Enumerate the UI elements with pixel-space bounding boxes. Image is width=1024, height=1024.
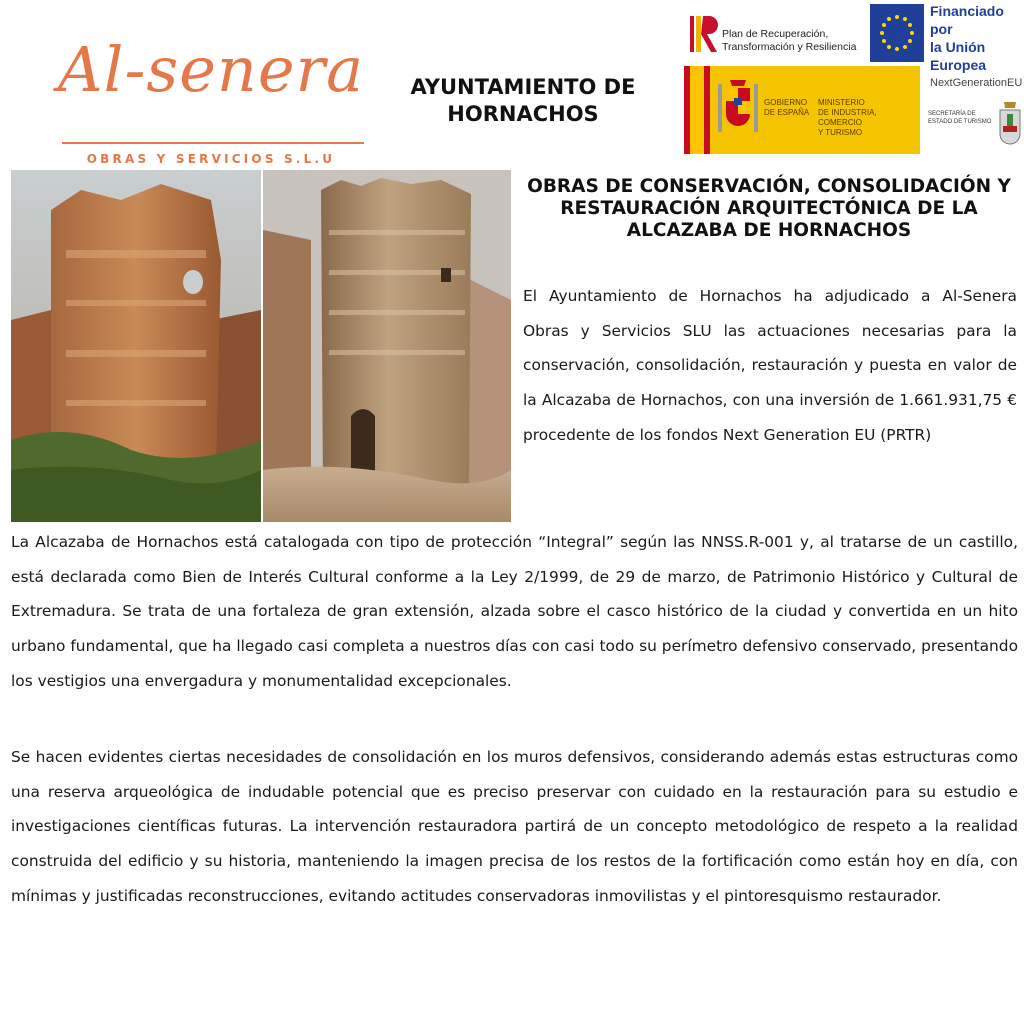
- paragraph-protection: La Alcazaba de Hornachos está catalogada con tipo de protección “Integral” según las NNSS.R-001 y, al tratarse de un castillo, está declarada como Bien de Interés Cultural conforme a la Ley 2/1999, de 29 de marzo, de Patrimonio Histórico y Cultural de Extremadura. Se trata de una fortaleza de gran extensión, alzada sobre el casco histórico de la ciudad y convertida en un hito urbano fundamental, que ha llegado casi completa a nuestros días con casi todo su perímetro defensivo conservado, presentando los vestigios una envergadura y monumentalidad excepcionales.: [11, 533, 1018, 690]
- paragraph-intro: El Ayuntamiento de Hornachos ha adjudicado a Al-Senera Obras y Servicios SLU las actuaciones necesarias para la conservación, consolidación, restauración y puesta en valor de la Alcazaba de Hornachos, con una inversión de 1.661.931,75 € procedente de los fondos Next Generation EU (PRTR): [523, 287, 1017, 444]
- spain-flag-icon: [684, 66, 710, 154]
- gob-line-2: DE ESPAÑA: [764, 108, 810, 117]
- ministry-line-1: MINISTERIO: [818, 98, 865, 107]
- gob-line-1: GOBIERNO: [764, 98, 808, 107]
- ministry-line-3: Y TURISMO: [818, 128, 863, 137]
- government-logo: [684, 66, 920, 154]
- logo-divider: [62, 142, 364, 144]
- alcazaba-towers-photo: [11, 170, 511, 522]
- eu-line-2: la Unión Europea: [930, 39, 987, 73]
- ministry-line-2: DE INDUSTRIA, COMERCIO: [818, 108, 877, 127]
- company-tagline: OBRAS Y SERVICIOS S.L.U: [86, 152, 336, 166]
- eu-line-1: Financiado por: [930, 3, 1004, 37]
- eu-logo: [868, 2, 1023, 89]
- paragraph-restoration: Se hacen evidentes ciertas necesidades de consolidación en los muros defensivos, considerando además estas estructuras como una reserva arqueológica de indudable potencial que es preciso preservar con cuidado en la restauración para su estudio e investigaciones científicas futuras. La intervención restauradora partirá de un concepto metodológico de respeto a la realidad construida del edificio y su historia, manteniendo la imagen precisa de los restos de la fortificación como están hoy en día, con mínimas y justificadas reconstrucciones, evitando actitudes conservadoras inmovilistas y el pintoresquismo restaurador.: [11, 748, 1018, 905]
- prtr-line-1: Plan de Recuperación,: [722, 28, 829, 40]
- prtr-line-2: Transformación y Resiliencia: [722, 41, 857, 53]
- town-crest-icon: [998, 96, 1022, 154]
- council-title: AYUNTAMIENTO DE HORNACHOS: [410, 75, 636, 126]
- eu-line-3: NextGenerationEU: [930, 77, 1023, 89]
- secretariat-label: SECRETARÍA DE ESTADO DE TURISMO: [928, 111, 992, 125]
- alcazaba-towers-image: [11, 170, 511, 522]
- spain-coat-of-arms-icon: [714, 74, 762, 146]
- prtr-emblem-icon: [684, 12, 718, 56]
- prtr-logo: [684, 8, 862, 60]
- eu-flag-icon: [870, 4, 924, 62]
- company-logo: [52, 30, 370, 166]
- article-title: OBRAS DE CONSERVACIÓN, CONSOLIDACIÓN Y RESTAURACIÓN ARQUITECTÓNICA DE LA ALCAZABA DE HORNACHOS: [527, 176, 1011, 241]
- company-name: Al-senera: [57, 33, 365, 106]
